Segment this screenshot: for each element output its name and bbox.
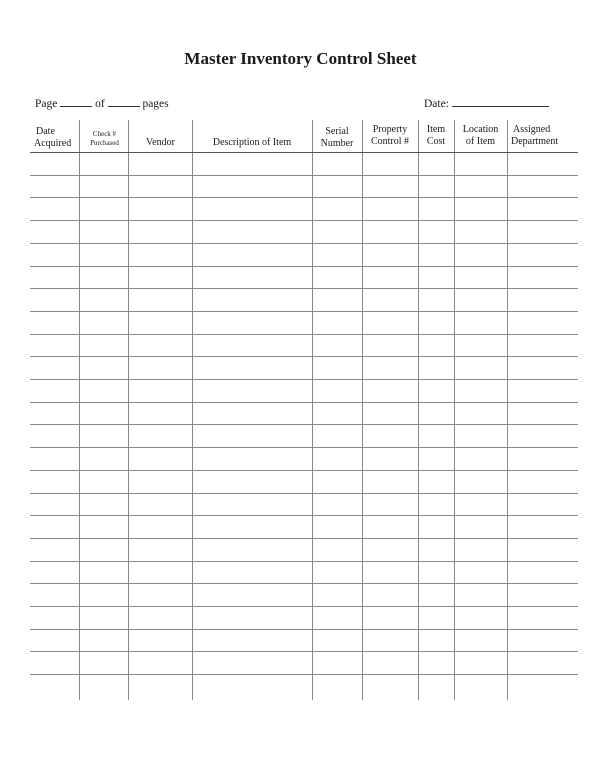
col-header-date-acquired [34, 126, 80, 150]
table-row[interactable] [30, 402, 578, 403]
table-row[interactable] [30, 243, 578, 244]
col-header-line: Purchased [90, 139, 119, 147]
table-row[interactable] [30, 447, 578, 448]
date-label: Date: [424, 98, 449, 110]
col-header-check-purchased [80, 130, 129, 148]
column-divider [362, 120, 363, 700]
of-label: of [95, 98, 105, 110]
col-header-line: Acquired [34, 138, 72, 149]
col-header-line: Check # [92, 130, 117, 138]
col-header-line: Serial [325, 126, 349, 137]
col-header-line: Vendor [146, 137, 175, 148]
total-pages-blank[interactable] [108, 97, 140, 107]
col-header-line: Assigned [513, 124, 551, 135]
column-divider [79, 120, 80, 700]
col-header-line: Date [36, 126, 55, 137]
page-title: Master Inventory Control Sheet [184, 49, 417, 68]
table-row[interactable] [30, 266, 578, 267]
column-divider [128, 120, 129, 700]
col-header-property-control [362, 124, 418, 148]
pages-label: pages [142, 98, 169, 110]
table-row[interactable] [30, 515, 578, 516]
col-header-line: Location [462, 124, 499, 135]
date-line [424, 97, 549, 110]
col-header-line: Cost [426, 136, 446, 147]
col-header-line: Control # [370, 136, 410, 147]
table-row[interactable] [30, 470, 578, 471]
column-divider [312, 120, 313, 700]
table-row[interactable] [30, 538, 578, 539]
inventory-table [30, 120, 578, 700]
page-count-line [35, 97, 169, 110]
page-label: Page [35, 98, 58, 110]
table-row[interactable] [30, 629, 578, 630]
table-row[interactable] [30, 561, 578, 562]
page-number-blank[interactable] [60, 97, 92, 107]
table-row[interactable] [30, 493, 578, 494]
col-header-vendor [129, 137, 192, 149]
col-header-line: of Item [465, 136, 496, 147]
col-header-line: Number [320, 138, 354, 149]
column-divider [418, 120, 419, 700]
col-header-line: Description of Item [212, 137, 292, 148]
table-row[interactable] [30, 583, 578, 584]
column-divider [507, 120, 508, 700]
col-header-description [192, 137, 312, 149]
table-row[interactable] [30, 288, 578, 289]
table-row[interactable] [30, 220, 578, 221]
col-header-location [454, 124, 507, 148]
header-rule [30, 152, 578, 153]
col-header-serial-number [312, 126, 362, 150]
col-header-item-cost [418, 124, 454, 148]
table-row[interactable] [30, 175, 578, 176]
col-header-line: Item [426, 124, 446, 135]
column-divider [454, 120, 455, 700]
table-row[interactable] [30, 651, 578, 652]
table-row[interactable] [30, 197, 578, 198]
col-header-line: Property [372, 124, 408, 135]
col-header-assigned-department [511, 124, 578, 148]
table-row[interactable] [30, 334, 578, 335]
table-row[interactable] [30, 356, 578, 357]
column-divider [192, 120, 193, 700]
table-row[interactable] [30, 379, 578, 380]
date-blank[interactable] [452, 97, 549, 107]
table-row[interactable] [30, 674, 578, 675]
table-row[interactable] [30, 424, 578, 425]
table-row[interactable] [30, 311, 578, 312]
col-header-line: Department [511, 136, 559, 147]
table-row[interactable] [30, 606, 578, 607]
